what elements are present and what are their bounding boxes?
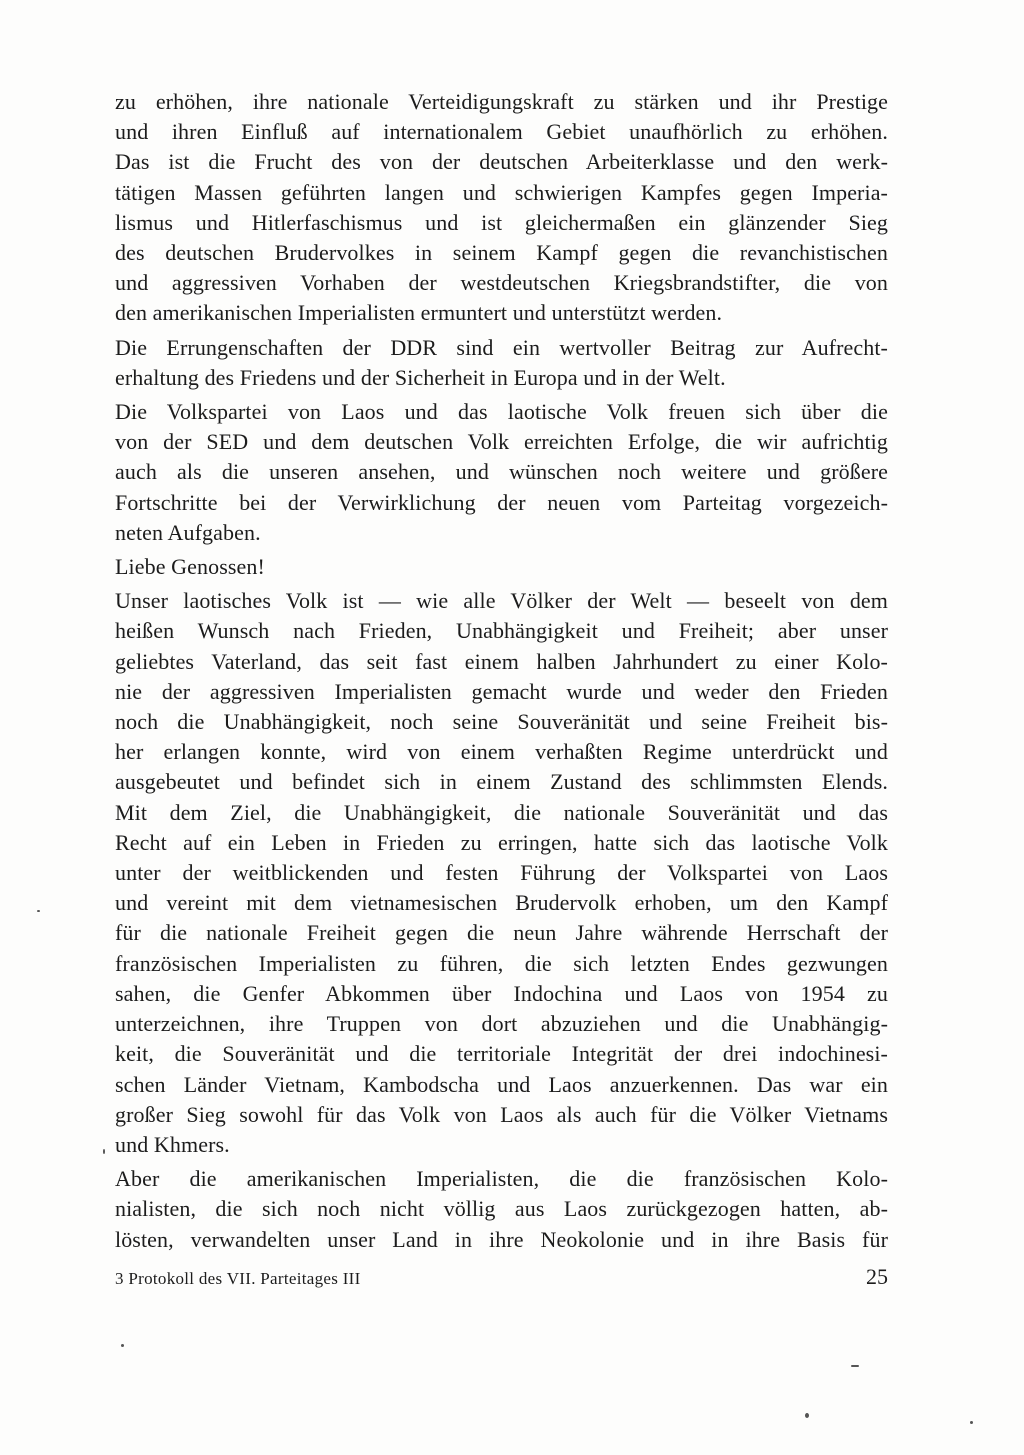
text-line: ausgebeutet und befindet sich in einem Zustand des schlimmsten Elends. [115,769,888,795]
text-line: schen Länder Vietnam, Kambodscha und Laos anzuerkennen. Das war ein [115,1071,888,1097]
text-line: unterzeichnen, ihre Truppen von dort abzuziehen und die Unabhängig- [115,1011,888,1037]
text-line: neten Aufgaben. [115,519,261,545]
text-line: heißen Wunsch nach Frieden, Unabhängigkeit und Freiheit; aber unser [115,618,888,644]
text-line: lösten, verwandelten unser Land in ihre Neokolonie und in ihre Basis für [115,1226,888,1252]
text-line: französischen Imperialisten zu führen, die sich letzten Endes gezwungen [115,950,888,976]
text-line: geliebtes Vaterland, das seit fast einem halben Jahrhundert zu einer Kolo- [115,648,888,674]
text-line: auch als die unseren ansehen, und wünschen noch weitere und größere [115,459,888,485]
text-line: noch die Unabhängigkeit, noch seine Souveränität und seine Freiheit bis- [115,709,888,735]
scan-speck [37,910,40,912]
text-line: Aber die amerikanischen Imperialisten, die die französischen Kolo- [115,1166,888,1192]
page-footer [115,1264,888,1290]
text-line: Die Errungenschaften der DDR sind ein wertvoller Beitrag zur Aufrecht- [115,334,888,360]
text-line: und ihren Einfluß auf internationalem Gebiet unaufhörlich zu erhöhen. [115,119,888,145]
text-line: großer Sieg sowohl für das Volk von Laos als auch für die Völker Vietnams [115,1101,888,1127]
body-text [115,87,888,1259]
text-line: zu erhöhen, ihre nationale Verteidigungskraft zu stärken und ihr Prestige [115,89,888,114]
text-line: für die nationale Freiheit gegen die neun Jahre währende Herrschaft der [115,920,888,946]
text-line: tätigen Massen geführten langen und schwierigen Kampfes gegen Imperia- [115,179,888,205]
text-line: den amerikanischen Imperialisten ermuntert und unterstützt werden. [115,300,723,326]
text-line: unter der weitblickenden und festen Führung der Volkspartei von Laos [115,860,888,886]
text-line: sahen, die Genfer Abkommen über Indochina und Laos von 1954 zu [115,980,888,1006]
text-line: Das ist die Frucht des von der deutschen Arbeiterklasse und den werk- [115,149,888,175]
text-line: Unser laotisches Volk ist — wie alle Völker der Welt — beseelt von dem [115,588,888,614]
footer-signature: 3 Protokoll des VII. Parteitages III [115,1269,361,1288]
scan-speck [103,1149,105,1154]
paragraph [115,586,888,1160]
text-line: und aggressiven Vorhaben der westdeutschen Kriegsbrandstifter, die von [115,270,888,296]
text-line: und vereint mit dem vietnamesischen Brudervolk erhoben, um den Kampf [115,890,888,916]
text-line: lismus und Hitlerfaschismus und ist gleichermaßen ein glänzender Sieg [115,209,888,235]
scan-speck [121,1344,124,1347]
text-line: Die Volkspartei von Laos und das laotische Volk freuen sich über die [115,399,888,425]
text-line: und Khmers. [115,1131,230,1157]
page-number: 25 [866,1264,888,1289]
text-line: Liebe Genossen! [115,554,265,580]
paragraph [115,333,888,393]
paragraph [115,1164,888,1255]
text-line: Mit dem Ziel, die Unabhängigkeit, die nationale Souveränität und das [115,799,888,825]
text-line: her erlangen konnte, wird von einem verhaßten Regime unterdrückt und [115,739,888,765]
paragraph [115,87,888,329]
scan-speck [851,1365,859,1367]
scan-speck [805,1413,809,1418]
text-line: des deutschen Brudervolkes in seinem Kampf gegen die revanchistischen [115,240,888,266]
text-line: Fortschritte bei der Verwirklichung der neuen vom Parteitag vorgezeich- [115,489,888,515]
text-line: nialisten, die sich noch nicht völlig aus Laos zurückgezogen hatten, ab- [115,1196,888,1222]
text-line: nie der aggressiven Imperialisten gemacht wurde und weder den Frieden [115,678,888,704]
text-line: erhaltung des Friedens und der Sicherheit in Europa und in der Welt. [115,364,726,390]
paragraph [115,552,888,582]
scan-speck [970,1421,973,1424]
paragraph [115,397,888,548]
text-line: von der SED und dem deutschen Volk erreichten Erfolge, die wir aufrichtig [115,429,888,455]
text-line: Recht auf ein Leben in Frieden zu erringen, hatte sich das laotische Volk [115,829,888,855]
text-line: keit, die Souveränität und die territoriale Integrität der drei indochinesi- [115,1041,888,1067]
